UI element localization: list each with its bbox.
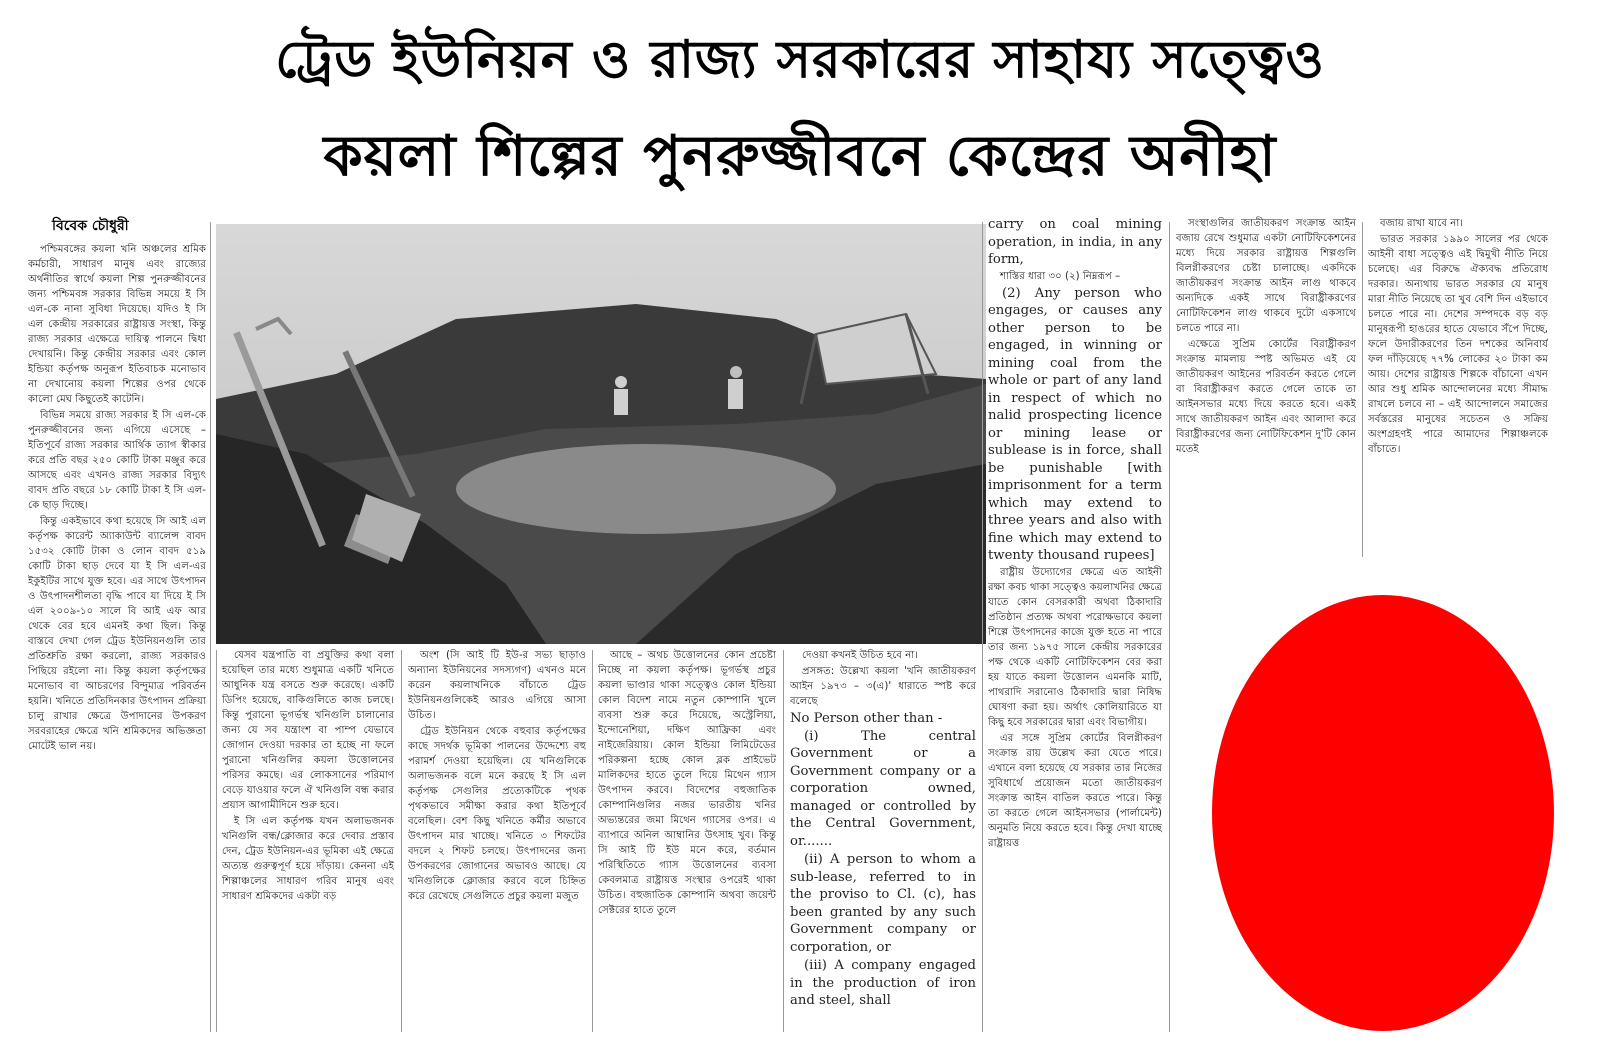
paragraph: ট্রেড ইউনিয়ন থেকে বহুবার কর্তৃপক্ষের কাছে সদর্থক ভূমিকা পালনের উদ্দেশ্যে বহু পরামর্শ দেওয়া হয়েছিল। যে খনিগুলিকে অলাভজনক বলে মনে করছে ই সি এল কর্তৃপক্ষ সেগুলির প্রত্যেকটিকে পৃথক পৃথকভাবে সমীক্ষা করার কথা ইতিপূর্বে বলেছিল। বেশ কিছু খনিতে কর্মীর অভাবে উৎপাদন মার খাচ্ছে। খনিতে ৩ শিফটের বদলে ২ শিফট চলছে। উৎপাদনের জন্য উপকরণের জোগানের অভাবও আছে। যে খনিগুলিকে ক্লোজার করবে বলে চিহ্নিত করে রেখেছে সেগুলিতে প্রচুর কয়লা মজুত bbox=[408, 726, 586, 902]
paragraph: প্রসঙ্গত: উল্লেখ্য কয়লা 'খনি জাতীয়করণ আইন ১৯৭৩ – ৩(এ)' ধারাতে স্পষ্ট করে বলেছে bbox=[790, 666, 976, 707]
paragraph: ই সি এল কর্তৃপক্ষ যখন অলাভজনক খনিগুলি বন্ধ/ক্লোজার করে দেবার প্রস্তাব দেন, ট্রেড ইউনিয়ন-এর ভূমিকা এই ক্ষেত্রে অত্যন্ত গুরুত্বপূর্ণ হয়ে দাঁড়ায়। কেননা এই শিল্পাঞ্চলের সাধারণ গরিব মানুষ এবং সাধারণ শ্রমিকদের একটা বড় bbox=[222, 816, 394, 902]
coal-mine-photo bbox=[216, 224, 986, 644]
byline: বিবেক চৌধুরী bbox=[52, 218, 129, 234]
column-rule bbox=[1362, 222, 1363, 557]
article-column-6 bbox=[988, 216, 1162, 1036]
article-column-1 bbox=[28, 216, 206, 1036]
paragraph: কিন্তু একইভাবে কথা হয়েছে সি আই এল কর্তৃপক্ষ কারেন্ট অ্যাকাউন্ট ব্যালেন্স বাবদ ১৫৩২ কোটি টাকা ও লোন বাবদ ৫১৯ কোটি টাকা ছাড় দেবে যা ই সি এল-এর ইকুইটির সাথে যুক্ত হবে। এর সাথে উৎপাদন ও উৎপাদনশীলতা বৃদ্ধি পাবে যা দিয়ে ই সি এল ২০০৯-১০ সালে বি আই এফ আর থেকে বের হবে এমনই কথা ছিল। কিন্তু বাস্তবে দেখা গেল ট্রেড ইউনিয়নগুলি তার প্রতিশ্রুতি রক্ষা করলো, রাজ্য সরকারও পিছিয়ে রইলো না। কিন্তু কয়লা কর্তৃপক্ষের মনোভাব বা আচরণের বিন্দুমাত্র পরিবর্তন হয়নি। খনিতে প্রতিদিনকার উৎপাদন প্রক্রিয়া চালু রাখার ক্ষেত্রে উপাদানের উপকরণ সরবরাহের ক্ষেত্রে খনি শ্রমিকদের অভিজ্ঞতা মোটেই ভাল নয়। bbox=[28, 516, 206, 752]
headline-line-1: ট্রেড ইউনিয়ন ও রাজ্য সরকারের সাহায্য সত্ত্বেও bbox=[275, 30, 1325, 90]
law-text: (2) Any person who engages, or causes any other person to be engaged, in winning or mining coal from the whole or part of any land in respect of which no nalid prospecting licence or mining lease or sublease is in force, shall be punishable [with imprisonment for a term which may extend to three years and also with fine which may extend to twenty thousand rupees] bbox=[988, 285, 1162, 563]
article-column-3 bbox=[408, 648, 586, 1036]
paragraph: অংশ (সি আই টি ইউ-র সভ্য ছাড়াও অন্যান্য ইউনিয়নের সদস্যগণ) এখনও মনে করেন কয়লাখনিকে বাঁচাতে ট্রেড ইউনিয়নগুলিকেই আরও এগিয়ে আসা উচিত। bbox=[408, 650, 586, 721]
paragraph: বজায় রাখা যাবে না। bbox=[1380, 218, 1463, 229]
column-rule bbox=[210, 222, 211, 1032]
article-column-7 bbox=[1176, 216, 1356, 561]
paragraph: দেওয়া কখনই উচিত হবে না। bbox=[802, 650, 918, 661]
paragraph: বিভিন্ন সময়ে রাজ্য সরকার ই সি এল-কে পুনরুজ্জীবনের জন্য এগিয়ে এসেছে – ইতিপূর্বে রাজ্য সরকার আর্থিক ত্যাগ স্বীকার করে প্রতি বছর ২৫০ কোটি টাকা মঞ্জুর করে আসছে এবং এখনও রাজ্য সরকার বিদ্যুৎ বাবদ প্রতি বছরে ১৮ কোটি টাকা ই সি এল-কে ছাড় দিচ্ছে। bbox=[28, 410, 206, 511]
paragraph: ভারত সরকার ১৯৯০ সালের পর থেকে আইনী বাধা সত্ত্বেও এই দ্বিমুখী নীতি নিয়ে চলেছে। এর বিরুদ্ধে ঐক্যবদ্ধ প্রতিরোধ দরকার। অন্যথায় ভারত সরকার যে মানুষ মারা নীতি নিয়েছে তা খুব বেশি দিন এইভাবে চলতে পারে না। দেশের সম্পদকে বড় বড় মানুষরূপী হাঙরের হাতে যেভাবে সঁপে দিচ্ছে, ফলে উদারীকরণের তিন দশকের অনিবার্য ফল দাঁড়িয়েছে ৭৭% লোকের ২০ টাকা কম আয়। দেশের রাষ্ট্রায়ত্ত শিল্পকে বাঁচানো এখন আর শুধু শ্রমিক আন্দোলনের মধ্যে সীমাদ্ধ রাখলে চলবে না – এই আন্দোলনে সমাজের সর্বস্তরের মানুষের সচেতন ও সক্রিয় অংশগ্রহণই পারে আমাদের শিল্পাঞ্চলকে বাঁচাতে। bbox=[1368, 234, 1548, 455]
paragraph: শাস্তির ধারা ৩০ (২) নিম্নরূপ – bbox=[1000, 270, 1121, 282]
column-rule bbox=[783, 650, 784, 1032]
law-text: carry on coal mining operation, in india, in any form, bbox=[988, 217, 1162, 267]
column-rule bbox=[216, 650, 217, 1032]
paragraph: আছে – অথচ উত্তোলনের কোন প্রচেষ্টা নিচ্ছে না কয়লা কর্তৃপক্ষ। ভূগর্ভস্থ প্রচুর কয়লা ভাণ্ডার থাকা সত্ত্বেও কোল ইন্ডিয়া কোল বিদেশ নামে নতুন কোম্পানি খুলে ব্যবসা শুরু করে দিয়েছে, অস্ট্রেলিয়া, ইন্দোনেশিয়া, দক্ষিণ আফ্রিকা এবং নাইজেরিয়ায়। কোল ইন্ডিয়া লিমিটেডের পরিকল্পনা হচ্ছে কোল ব্লক প্রাইভেট মালিকদের হাতে তুলে দিয়ে মিথেন গ্যাস উৎপাদন করবে। বিদেশের বহুজাতিক কোম্পানিগুলির নজর ভারতীয় খনির অভ্যন্তরের জমা মিথেন গ্যাসের ওপর। এ ব্যাপারে অনিল আম্বানির উৎসাহ খুব। কিন্তু সি আই টি ইউ মনে করে, বর্তমান পরিস্থিতিতে গ্যাস উত্তোলনের ব্যবসা কেবলমাত্র রাষ্ট্রায়ত্ত সংস্থার ওপরেই থাকা উচিত। বহুজাতিক কোম্পানি অথবা জয়েন্ট সেক্টরের হাতে তুলে bbox=[598, 650, 776, 916]
paragraph: এর সঙ্গে সুপ্রিম কোর্টের বিলগ্নীকরণ সংক্রান্ত রায় উল্লেখ করা যেতে পারে। এখানে বলা হয়েছে যে সরকার তার নিজের সুবিধার্থে প্রয়োজন মতো জাতীয়করণ সংক্রান্ত আইন বাতিল করতে পারে। কিন্তু তা করতে গেলে আইনসভার (পার্লামেন্ট) অনুমতি নিয়ে করতে হবে। কিন্তু দেখা যাচ্ছে রাষ্ট্রায়ত্ত bbox=[988, 732, 1162, 849]
paragraph: পশ্চিমবঙ্গের কয়লা খনি অঞ্চলের শ্রমিক কর্মচারী, সাধারণ মানুষ এবং রাজ্যের অর্থনীতির স্বার্থে কয়লা শিল্প পুনরুজ্জীবনের জন্য পশ্চিমবঙ্গ সরকার বিভিন্ন সময়ে ই সি এল-কে নানা সুবিধা দিয়েছে। যদিও ই সি এল কেন্দ্রীয় সরকারের রাষ্ট্রায়ত্ত সংস্থা, কিন্তু রাজ্য সরকার এক্ষেত্রে দায়িত্ব পালনে দ্বিধা দেখায়নি। কিন্তু কেন্দ্রীয় সরকার এবং কোল ইন্ডিয়া কর্তৃপক্ষ অনুরূপ ইতিবাচক মনোভাব না দেখানোয় কয়লা শিল্পের ওপর থেকে কালো মেঘ কিছুতেই কাটেনি। bbox=[28, 244, 206, 405]
article-column-5 bbox=[790, 648, 976, 1036]
paragraph: রাষ্ট্রীয় উদ্যোগের ক্ষেত্রে এত আইনী রক্ষা কবচ থাকা সত্ত্বেও কয়লাখনির ক্ষেত্রে যাতে কোন বেসরকারী অথবা ঠিকাদারি প্রতিষ্ঠান প্রত্যক্ষ অথবা পরোক্ষভাবে কয়লা শিল্পে উৎপাদনের কাজে যুক্ত হতে না পারে তার জন্য ১৯৭৫ সালে কেন্দ্রীয় সরকারের পক্ষ থেকে একটি নোটিফিকেশন বের করা হয় যাতে কয়লা উত্তোলন এমনকি মাটি, পাথরাদি সরানোও ঠিকাদারি দ্বারা নিষিদ্ধ ঘোষণা করা হয়। অর্থাৎ কোলিয়ারিতে যা কিছু হবে সরকারের দ্বারা এবং বিভাগীয়। bbox=[988, 566, 1162, 728]
law-clause-item: (iii) A company engaged in the production of iron and steel, shall bbox=[790, 958, 976, 1008]
headline-line-2: কয়লা শিল্পের পুনরুজ্জীবনে কেন্দ্রের অনীহা bbox=[323, 124, 1277, 189]
column-rule bbox=[982, 222, 983, 1032]
law-clause-intro: No Person other than - bbox=[790, 711, 943, 726]
paragraph: এক্ষেত্রে সুপ্রিম কোর্টের বিরাষ্ট্রীকরণ সংক্রান্ত মামলায় স্পষ্ট অভিমত এই যে জাতীয়করণ আইনের পরিবর্তন করতে গেলে বা বিরাষ্ট্রীকরণ করতে গেলে তাকে তা আইনসভার মধ্যে দিয়ে করতে হবে। একই সাথে জাতীয়করণ আইন এবং আলাদা করে বিরাষ্ট্রীকরণের জন্য নোটিফিকেশন দু'টি কোন মতেই bbox=[1176, 339, 1356, 455]
column-rule bbox=[1169, 222, 1170, 1032]
red-circle-shape bbox=[1212, 595, 1554, 1031]
column-rule bbox=[592, 650, 593, 1032]
article-column-4 bbox=[598, 648, 776, 1036]
article-column-2 bbox=[222, 648, 394, 1036]
law-clause-item: (i) The central Government or a Government company or a corporation owned, managed or controlled by the Central Government, or....... bbox=[790, 728, 976, 849]
column-rule bbox=[401, 650, 402, 1032]
law-clause-item: (ii) A person to whom a sub-lease, referred to in the proviso to Cl. (c), has been granted by any such Government company or corporation, or bbox=[790, 852, 976, 955]
paragraph: সংস্থাগুলির জাতীয়করণ সংক্রান্ত আইন বজায় রেখে শুধুমাত্র একটা নোটিফিকেশনের মধ্যে দিয়ে সরকার রাষ্ট্রায়ত্ত শিল্পগুলি বিলগ্নীকরণের চেষ্টা চালাচ্ছে। একদিকে জাতীয়করণ সংক্রান্ত আইন লাগু থাকবে অন্যদিকে একই সাথে বিরাষ্ট্রীকরণের নোটিফিকেশন লাগু থাকবে দুটো একসাথে চলতে পারে না। bbox=[1176, 218, 1356, 334]
paragraph: যেসব যন্ত্রপাতি বা প্রযুক্তির কথা বলা হয়েছিল তার মধ্যে শুধুমাত্র একটি খনিতে আধুনিক যন্ত্র বসতে শুরু করেছে। একটি ডিপিং হয়েছে, বাকিগুলিতে কাজ চলছে। কিন্তু পুরানো ভূগর্ভস্থ খনিগুলি চালানোর জন্য যে সব যন্ত্রাংশ বা পাম্প যেভাবে জোগান দেওয়া দরকার তা হচ্ছে না ফলে পুরানো খনিগুলির কয়লা উত্তোলনের পরিসর কমছে। এর লোকসানের পরিমাণ বেড়ে যাওয়ার ফলে ঐ খনিগুলি বন্ধ করার প্রয়াস আগামীদিনে শুরু হবে। bbox=[222, 650, 394, 811]
article-column-8 bbox=[1368, 216, 1548, 561]
